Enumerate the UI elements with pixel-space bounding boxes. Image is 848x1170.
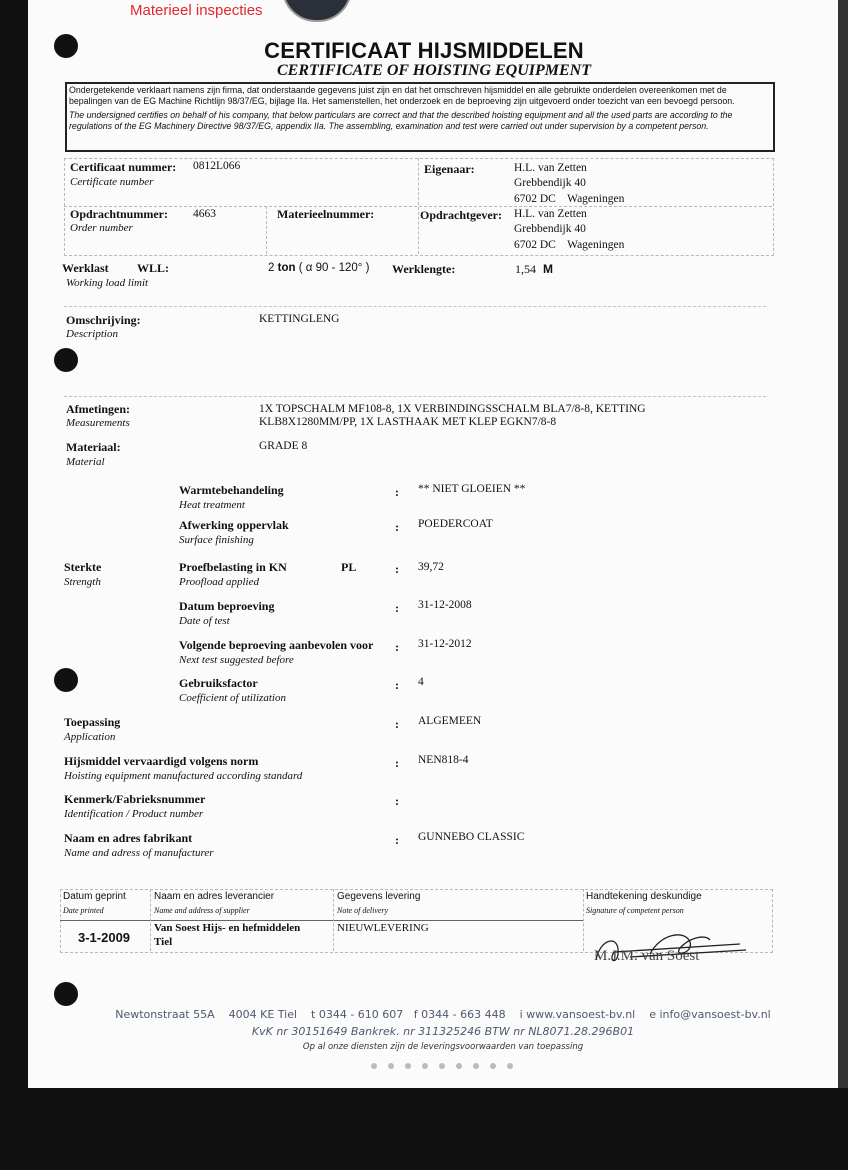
norm-value: NEN818-4 [418, 754, 469, 766]
application-sub: Application [64, 731, 116, 743]
application-value: ALGEMEEN [418, 715, 482, 727]
decor-dot [456, 1063, 462, 1069]
norm-sub: Hoisting equipment manufactured according standard [64, 770, 303, 782]
supplier-label: Naam en adres leverancier [154, 891, 275, 902]
decor-dot [439, 1063, 445, 1069]
length-number: 1,54 [515, 262, 536, 276]
decor-dot [473, 1063, 479, 1069]
sign-sub: Signature of competent person [586, 906, 684, 915]
cert-number-sub: Certificate number [70, 176, 154, 188]
proofload-value: 39,72 [418, 561, 444, 573]
title-nl: CERTIFICAAT HIJSMIDDELEN [264, 38, 584, 63]
delivery-label: Gegevens levering [337, 891, 421, 902]
decor-dot [405, 1063, 411, 1069]
punch-hole-icon [54, 668, 78, 692]
owner-line: Grebbendijk 40 [514, 177, 586, 189]
printed-label: Datum geprint [63, 891, 126, 902]
heat-treatment-value: ** NIET GLOEIEN ** [418, 483, 526, 495]
next-test-sub: Next test suggested before [179, 654, 294, 666]
colon: : [395, 678, 399, 692]
manufacturer-label: Naam en adres fabrikant [64, 831, 193, 845]
company-address: Newtonstraat 55A 4004 KE Tiel t 0344 - 610 607 f 0344 - 663 448 i www.vansoest-bv.nl e info@vansoest-bv.nl [115, 1008, 771, 1021]
colon: : [395, 601, 399, 615]
surface-finish-label: Afwerking oppervlak [179, 518, 289, 532]
client-line: Grebbendijk 40 [514, 223, 586, 235]
client-line: H.L. van Zetten [514, 208, 587, 220]
supplier-sub: Name and address of supplier [154, 906, 250, 915]
colon: : [395, 794, 399, 808]
wll-short-label: WLL: [137, 261, 170, 275]
utilization-label: Gebruiksfactor [179, 676, 258, 690]
printed-sub: Date printed [63, 906, 104, 915]
declaration-en: The undersigned certifies on behalf of his company, that below particulars are correct and that the described hoisting equipment and all the used parts are according to the regulations of the EG Machinery Directive 98/37/EG, appendix IIa. The assembling, examination and test were carried out under supervision by a competent person. [69, 110, 733, 131]
colon: : [395, 717, 399, 731]
description-sub: Description [66, 328, 118, 340]
signatory-name: M.J.M. van Soest [594, 948, 700, 964]
client-label: Opdrachtgever: [420, 208, 502, 222]
utilization-sub: Coefficient of utilization [179, 692, 286, 704]
wll-angle: ( α 90 - 120° ) [298, 262, 370, 274]
length-label: Werklengte: [392, 262, 456, 276]
strength-sub: Strength [64, 576, 101, 588]
material-sub: Material [66, 456, 105, 468]
separator [64, 396, 766, 397]
brand-label: Materieel inspecties [130, 2, 263, 19]
footer-divider [150, 889, 151, 951]
next-test-label: Volgende beproeving aanbevolen voor [179, 638, 374, 652]
manufacturer-sub: Name and adress of manufacturer [64, 847, 214, 859]
colon: : [395, 520, 399, 534]
strength-label: Sterkte [64, 560, 102, 574]
owner-line: H.L. van Zetten [514, 162, 587, 174]
description-value: KETTINGLENG [259, 313, 340, 325]
test-date-sub: Date of test [179, 615, 230, 627]
delivery-value: NIEUWLEVERING [337, 922, 429, 934]
length-unit: M [543, 262, 553, 276]
proofload-label: Proefbelasting in KN [179, 560, 287, 574]
wll-value [268, 262, 369, 274]
client-line: 6702 DC Wageningen [514, 239, 625, 251]
scan-edge [838, 0, 848, 1088]
grid-divider [266, 206, 267, 254]
separator [64, 306, 766, 307]
owner-line: 6702 DC Wageningen [514, 193, 625, 205]
punch-hole-icon [54, 348, 78, 372]
manufacturer-value: GUNNEBO CLASSIC [418, 831, 525, 843]
cert-number-label: Certificaat nummer: [70, 160, 177, 174]
length-value [515, 262, 553, 277]
footer-divider [60, 920, 584, 921]
measurements-sub: Measurements [66, 417, 130, 429]
next-test-value: 31-12-2012 [418, 638, 472, 650]
measurements-label: Afmetingen: [66, 402, 130, 416]
supplier-line: Tiel [154, 936, 173, 948]
title-en: CERTIFICATE OF HOISTING EQUIPMENT [277, 62, 591, 79]
test-date-value: 31-12-2008 [418, 599, 472, 611]
colon: : [395, 640, 399, 654]
proofload-pl: PL [341, 560, 357, 574]
proofload-sub: Proofload applied [179, 576, 259, 588]
sign-label: Handtekening deskundige [586, 891, 702, 902]
decor-dot [422, 1063, 428, 1069]
surface-finish-sub: Surface finishing [179, 534, 254, 546]
owner-label: Eigenaar: [424, 162, 475, 176]
footer-divider [333, 889, 334, 951]
application-label: Toepassing [64, 715, 121, 729]
printed-value: 3-1-2009 [78, 930, 131, 945]
wll-unit: ton [277, 262, 296, 274]
declaration-box [65, 82, 775, 152]
measurements-line: KLB8X1280MM/PP, 1X LASTHAAK MET KLEP EGKN7/8-8 [259, 416, 557, 428]
decor-dot [371, 1063, 377, 1069]
identification-sub: Identification / Product number [64, 808, 204, 820]
footer-divider [583, 889, 584, 951]
colon: : [395, 756, 399, 770]
test-date-label: Datum beproeving [179, 599, 275, 613]
decor-dot [490, 1063, 496, 1069]
wll-label: Werklast [62, 261, 109, 275]
decor-dot [507, 1063, 513, 1069]
wll-number: 2 [268, 262, 275, 274]
cert-number-value: 0812L066 [193, 160, 241, 172]
order-number-sub: Order number [70, 222, 133, 234]
punch-hole-icon [54, 982, 78, 1006]
measurements-line: 1X TOPSCHALM MF108-8, 1X VERBINDINGSSCHALM BLA7/8-8, KETTING [259, 403, 646, 415]
wll-sub: Working load limit [66, 277, 149, 289]
colon: : [395, 833, 399, 847]
heat-treatment-sub: Heat treatment [179, 499, 245, 511]
description-label: Omschrijving: [66, 313, 141, 327]
norm-label: Hijsmiddel vervaardigd volgens norm [64, 754, 259, 768]
grid-divider [64, 206, 772, 207]
heat-treatment-label: Warmtebehandeling [179, 483, 284, 497]
order-number-label: Opdrachtnummer: [70, 207, 168, 221]
order-number-value: 4663 [193, 208, 216, 220]
company-registration: KvK nr 30151649 Bankrek. nr 311325246 BTW nr NL8071.28.296B01 [251, 1025, 635, 1038]
identification-label: Kenmerk/Fabrieksnummer [64, 792, 206, 806]
utilization-value: 4 [418, 676, 424, 688]
material-value: GRADE 8 [259, 440, 308, 452]
material-label: Materiaal: [66, 440, 121, 454]
surface-finish-value: POEDERCOAT [418, 518, 493, 530]
supplier-line: Van Soest Hijs- en hefmiddelen [154, 922, 301, 934]
colon: : [395, 562, 399, 576]
terms-note: Op al onze diensten zijn de leveringsvoorwaarden van toepassing [302, 1042, 584, 1052]
material-number-label: Materieelnummer: [277, 207, 375, 221]
declaration-nl: Ondergetekende verklaart namens zijn firma, dat onderstaande gegevens juist zijn en dat het omschreven hijsmiddel en alle gebruikte onderdelen overeenkomen met de bepalingen van de EG Machine Richtlijn 98/37/EG, bijlage IIa. Het samenstellen, het onderzoek en de beproeving zijn uitgevoerd onder toezicht van een bevoegd persoon. [69, 85, 735, 106]
delivery-sub: Note of delivery [337, 906, 389, 915]
colon: : [395, 485, 399, 499]
decor-dot [388, 1063, 394, 1069]
